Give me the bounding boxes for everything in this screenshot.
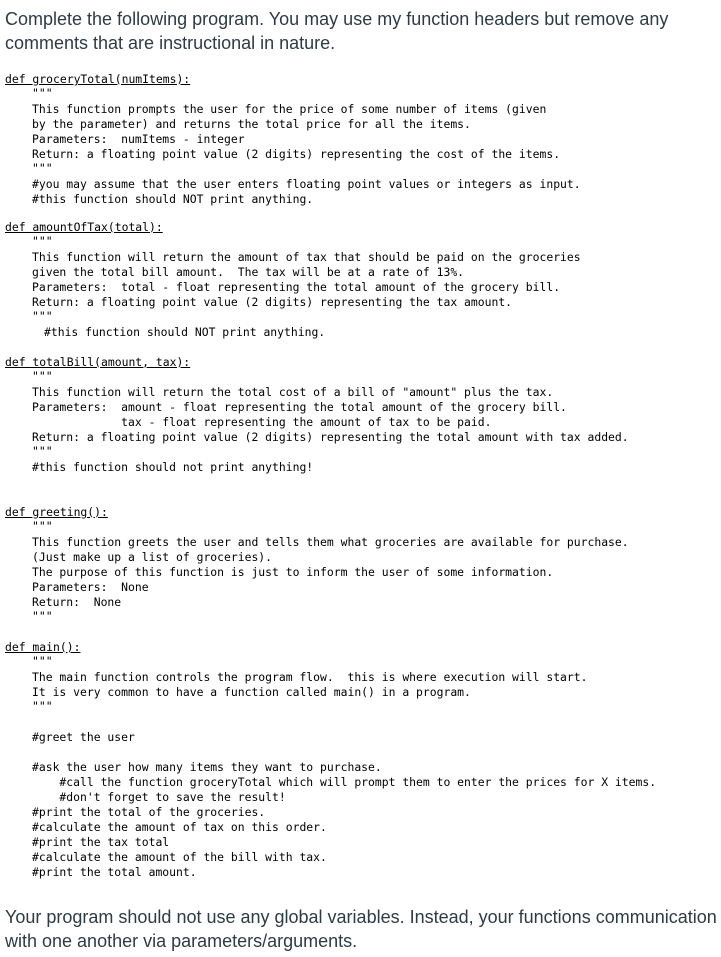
code-def-main: def main(): [5,640,81,654]
code-def-greeting: def greeting(): [5,505,108,519]
code-comment: #this function should NOT print anything. [32,192,314,206]
code-doc-line: The main function controls the program flow. this is where execution will start. [32,670,588,684]
code-docstring-quote: """ [32,654,53,668]
code-docstring-quote: """ [32,86,53,100]
code-docstring-quote: """ [32,234,53,248]
code-comment: #calculate the amount of tax on this order. [32,820,327,834]
code-doc-line: given the total bill amount. The tax will be at a rate of 13%. [32,265,465,279]
code-doc-line: Return: None [32,595,122,609]
code-doc-line: This function prompts the user for the price of some number of items (given [32,102,547,116]
code-doc-line: It is very common to have a function called main() in a program. [32,685,471,699]
code-comment: #you may assume that the user enters floating point values or integers as input. [32,177,581,191]
code-comment: #print the total of the groceries. [32,805,266,819]
code-comment: #don't forget to save the result! [32,790,286,804]
code-doc-line: Return: a floating point value (2 digits) representing the cost of the items. [32,147,561,161]
code-doc-line: by the parameter) and returns the total price for all the items. [32,117,471,131]
code-doc-line: This function will return the amount of tax that should be paid on the groceries [32,250,581,264]
instructions-intro: Complete the following program. You may use my function headers but remove any comments that are instructional in nature. [5,9,669,53]
code-doc-line: Parameters: total - float representing the total amount of the grocery bill. [32,280,561,294]
code-comment: #print the total amount. [32,865,197,879]
code-docstring-quote: """ [32,309,53,323]
code-doc-line: This function greets the user and tells them what groceries are available for purchase. [32,535,629,549]
code-comment: #this function should not print anything! [32,460,314,474]
code-docstring-quote: """ [32,609,53,623]
code-comment: #call the function groceryTotal which will prompt them to enter the prices for X items. [32,775,657,789]
code-doc-line: Return: a floating point value (2 digits) representing the total amount with tax added. [32,430,629,444]
code-docstring-quote: """ [32,444,53,458]
code-doc-line: Parameters: amount - float representing the total amount of the grocery bill. [32,400,567,414]
code-comment: #print the tax total [32,835,170,849]
code-docstring-quote: """ [32,369,53,383]
code-doc-line: Parameters: None [32,580,149,594]
code-docstring-quote: """ [32,161,53,175]
instructions-outro: Your program should not use any global variables. Instead, your functions communication with one another via parameters/arguments. [5,907,717,951]
code-doc-line: tax - float representing the amount of tax to be paid. [32,415,492,429]
code-comment: #greet the user [32,730,135,744]
code-doc-line: Return: a floating point value (2 digits) representing the tax amount. [32,295,513,309]
code-docstring-quote: """ [32,519,53,533]
code-docstring-quote: """ [32,699,53,713]
code-doc-line: (Just make up a list of groceries). [32,550,273,564]
code-def-amount-of-tax: def amountOfTax(total): [5,220,163,234]
code-doc-line: Parameters: numItems - integer [32,132,245,146]
code-def-grocery-total: def groceryTotal(numItems): [5,72,191,86]
code-doc-line: This function will return the total cost of a bill of "amount" plus the tax. [32,385,554,399]
code-comment: #calculate the amount of the bill with tax. [32,850,327,864]
code-def-total-bill: def totalBill(amount, tax): [5,355,191,369]
code-doc-line: The purpose of this function is just to inform the user of some information. [32,565,554,579]
code-comment: #ask the user how many items they want to purchase. [32,760,382,774]
code-comment: #this function should NOT print anything. [44,325,326,339]
